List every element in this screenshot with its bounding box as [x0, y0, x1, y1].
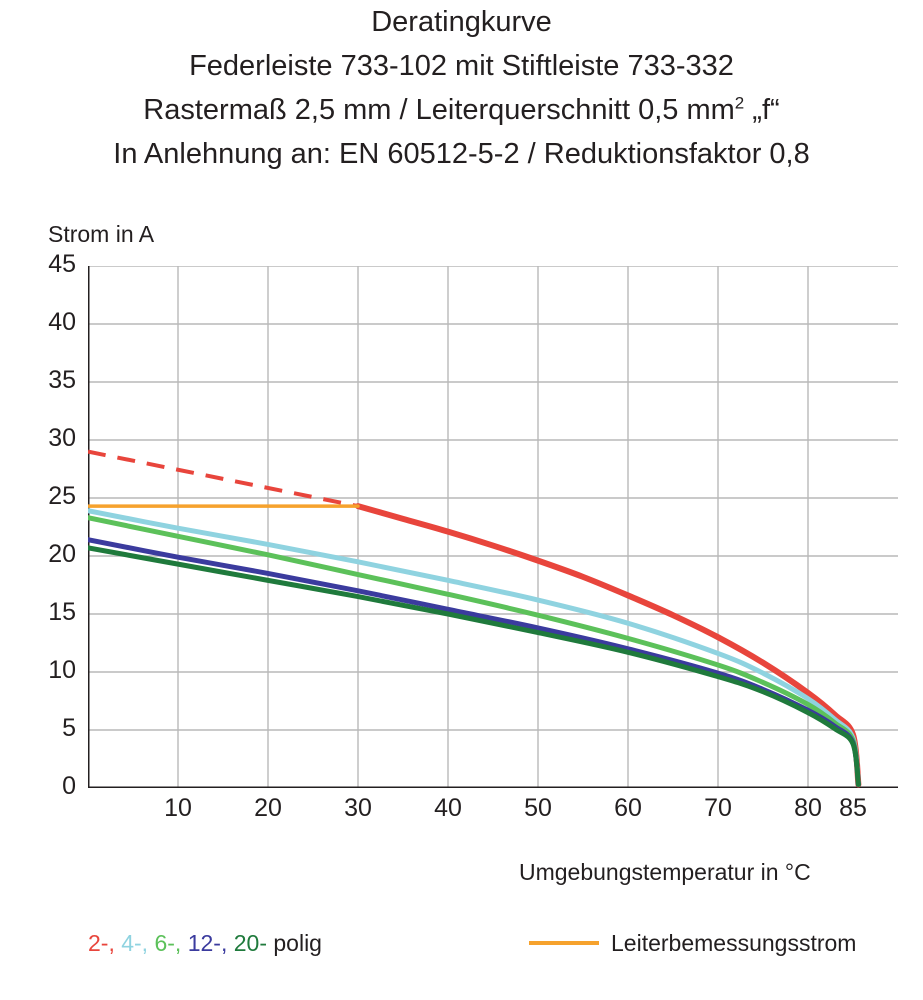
y-tick-label: 10 — [48, 656, 76, 684]
chart-title-line-3-b: „f“ — [744, 94, 780, 126]
legend-series-item: 6-, — [154, 930, 182, 956]
chart-legend — [0, 930, 923, 990]
y-axis-title: Strom in A — [48, 221, 155, 247]
y-tick-label: 0 — [62, 772, 76, 800]
x-tick-label: 70 — [704, 794, 732, 822]
legend-rated-current — [529, 930, 856, 957]
chart-title-line-2: Federleiste 733-102 mit Stiftleiste 733-332 — [189, 50, 734, 82]
x-tick-label: 40 — [434, 794, 462, 822]
legend-series-item: 12-, — [187, 930, 228, 956]
x-tick-label: 60 — [614, 794, 642, 822]
x-tick-label: 10 — [164, 794, 192, 822]
chart-title-line-3-a: Rastermaß 2,5 mm / Leiterquerschnitt 0,5 mm — [143, 94, 735, 126]
legend-series-item: 20- — [233, 930, 267, 956]
legend-series-item: 4-, — [121, 930, 149, 956]
y-tick-label: 20 — [48, 540, 76, 568]
x-tick-label: 50 — [524, 794, 552, 822]
chart-title-line-4: In Anlehnung an: EN 60512-5-2 / Reduktionsfaktor 0,8 — [113, 138, 810, 170]
legend-series-polig — [88, 930, 322, 957]
x-tick-label: 30 — [344, 794, 372, 822]
y-tick-label: 35 — [48, 366, 76, 394]
y-tick-label: 5 — [62, 714, 76, 742]
chart-title-line-1: Deratingkurve — [371, 6, 552, 38]
x-tick-label: 20 — [254, 794, 282, 822]
y-tick-label: 30 — [48, 424, 76, 452]
deratingkurve-chart — [88, 266, 898, 788]
x-tick-label: 85 — [839, 794, 867, 822]
y-tick-label: 25 — [48, 482, 76, 510]
y-tick-label: 15 — [48, 598, 76, 626]
chart-title-line-3-sup: 2 — [734, 93, 745, 113]
legend-series-suffix: polig — [273, 930, 322, 956]
legend-rated-current-label: Leiterbemessungsstrom — [611, 930, 857, 956]
legend-rated-current-swatch — [529, 941, 599, 945]
x-axis-title: Umgebungstemperatur in °C — [519, 859, 811, 885]
legend-series-item: 2-, — [88, 930, 115, 956]
x-tick-label: 80 — [794, 794, 822, 822]
y-tick-label: 45 — [48, 250, 76, 278]
chart-title-line-3 — [0, 88, 923, 132]
y-tick-label: 40 — [48, 308, 76, 336]
chart-plot-area — [88, 266, 898, 788]
chart-title-block — [0, 0, 923, 176]
